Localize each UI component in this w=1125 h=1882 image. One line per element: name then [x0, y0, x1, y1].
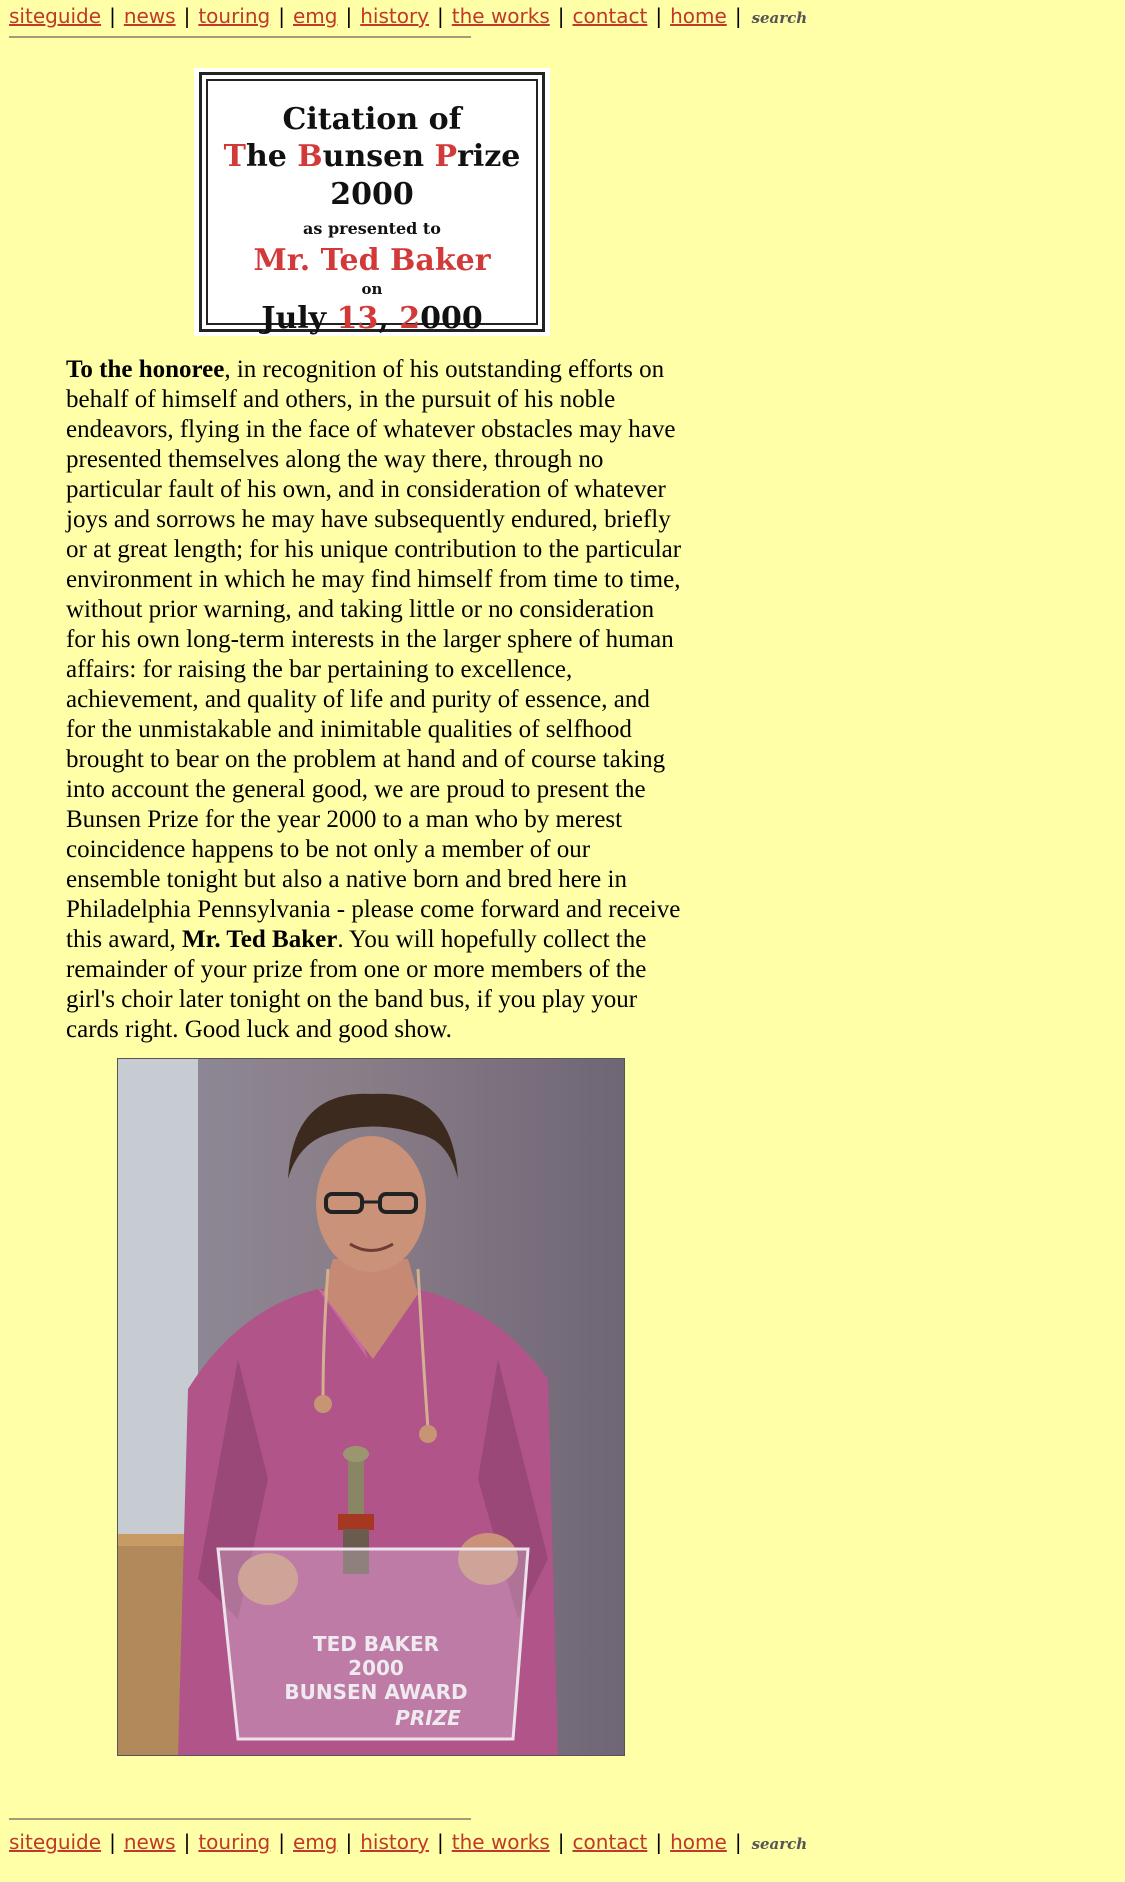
nav-separator: |	[183, 1830, 191, 1854]
nav-separator: |	[557, 1830, 565, 1854]
nav-separator: |	[437, 1830, 444, 1854]
plaque-text-2: 2000	[348, 1656, 404, 1680]
nav-link-history[interactable]: history	[360, 4, 430, 28]
nav-separator: |	[437, 4, 444, 28]
honoree-lead: To the honoree	[66, 356, 225, 383]
nav-separator: |	[655, 1830, 663, 1854]
nav-link-touring[interactable]: touring	[198, 4, 271, 28]
nav-separator: |	[734, 1830, 742, 1854]
citation-text	[194, 102, 550, 338]
citation-heading: Citation of	[282, 102, 462, 137]
nav-separator: |	[345, 1830, 353, 1854]
nav-link-history[interactable]: history	[360, 1830, 430, 1854]
nav-separator: |	[278, 1830, 285, 1854]
citation-word: unsen	[322, 139, 435, 174]
nav-link-home[interactable]: home	[670, 1830, 727, 1854]
nav-separator: |	[109, 1830, 116, 1854]
citation-word: rize 2000	[330, 139, 521, 212]
nav-separator: |	[345, 4, 353, 28]
nav-separator: |	[734, 4, 742, 28]
citation-recipient: Mr. Ted Baker	[253, 243, 491, 278]
plaque-text-3: BUNSEN AWARD	[284, 1680, 468, 1704]
nav-link-touring[interactable]: touring	[198, 1830, 271, 1854]
search-link[interactable]: search	[751, 9, 808, 27]
nav-link-emg[interactable]: emg	[292, 4, 338, 28]
bottom-nav	[9, 1830, 807, 1856]
citation-image	[194, 68, 550, 336]
nav-separator: |	[109, 4, 116, 28]
nav-link-home[interactable]: home	[670, 4, 727, 28]
citation-date-part: 13	[336, 301, 379, 336]
nav-link-siteguide[interactable]: siteguide	[9, 1830, 102, 1854]
nav-link-contact[interactable]: contact	[572, 1830, 648, 1854]
citation-date-part: 000	[420, 301, 483, 336]
citation-date-part: 2	[399, 301, 421, 336]
nav-link-the-works[interactable]: the works	[451, 4, 550, 28]
nav-link-contact[interactable]: contact	[572, 4, 648, 28]
nav-separator: |	[557, 4, 565, 28]
citation-paragraph	[66, 355, 682, 1045]
citation-on: on	[361, 280, 383, 298]
honoree-photo-illustration	[118, 1059, 625, 1756]
nav-link-news[interactable]: news	[123, 1830, 176, 1854]
bottom-divider	[9, 1818, 471, 1820]
citation-initial: T	[223, 139, 246, 174]
paragraph-text: . You will hopefully collect the remainder of your prize from one or more members of the girl's choir later tonight on the band bus, if you play your cards right. Good luck and good show.	[66, 926, 647, 1043]
search-link[interactable]: search	[751, 1835, 808, 1853]
nav-separator: |	[278, 4, 285, 28]
plaque-text-1: TED BAKER	[312, 1632, 440, 1656]
citation-date-part: July	[261, 301, 337, 336]
nav-link-the-works[interactable]: the works	[451, 1830, 550, 1854]
top-nav	[9, 4, 807, 30]
citation-initial: B	[297, 139, 323, 174]
nav-link-news[interactable]: news	[123, 4, 176, 28]
nav-link-emg[interactable]: emg	[292, 1830, 338, 1854]
citation-word: he	[245, 139, 298, 174]
paragraph-text: , in recognition of his outstanding efforts on behalf of himself and others, in the pursuit of his noble endeavors, flying in the face of whatever obstacles may have presented themselves along the way there, through no particular fault of his own, and in consideration of whatever joys and sorrows he may have subsequently endured, briefly or at great length; for his unique contribution to the particular environment in which he may find himself from time to time, without prior warning, and taking little or no consideration for his own long-term interests in the larger sphere of human affairs: for raising the bar pertaining to excellence, achievement, and quality of life and purity of essence, and for the unmistakable and inimitable qualities of selfhood brought to bear on the problem at hand and of course taking into account the general good, we are proud to present the Bunsen Prize for the year 2000 to a man who by merest coincidence happens to be not only a member of our ensemble tonight but also a native born and bred here in Philadelphia Pennsylvania - please come forward and receive this award,	[66, 356, 682, 953]
top-divider	[9, 36, 471, 38]
nav-separator: |	[183, 4, 191, 28]
honoree-photo	[117, 1058, 625, 1756]
nav-separator: |	[655, 4, 663, 28]
citation-date-part: ,	[378, 301, 400, 336]
plaque-text-4: PRIZE	[395, 1706, 461, 1730]
honoree-name: Mr. Ted Baker	[181, 926, 338, 953]
nav-link-siteguide[interactable]: siteguide	[9, 4, 102, 28]
citation-presented-to: as presented to	[303, 219, 441, 238]
citation-prize-title	[194, 138, 550, 214]
citation-date	[194, 300, 550, 338]
citation-initial: P	[434, 139, 458, 174]
